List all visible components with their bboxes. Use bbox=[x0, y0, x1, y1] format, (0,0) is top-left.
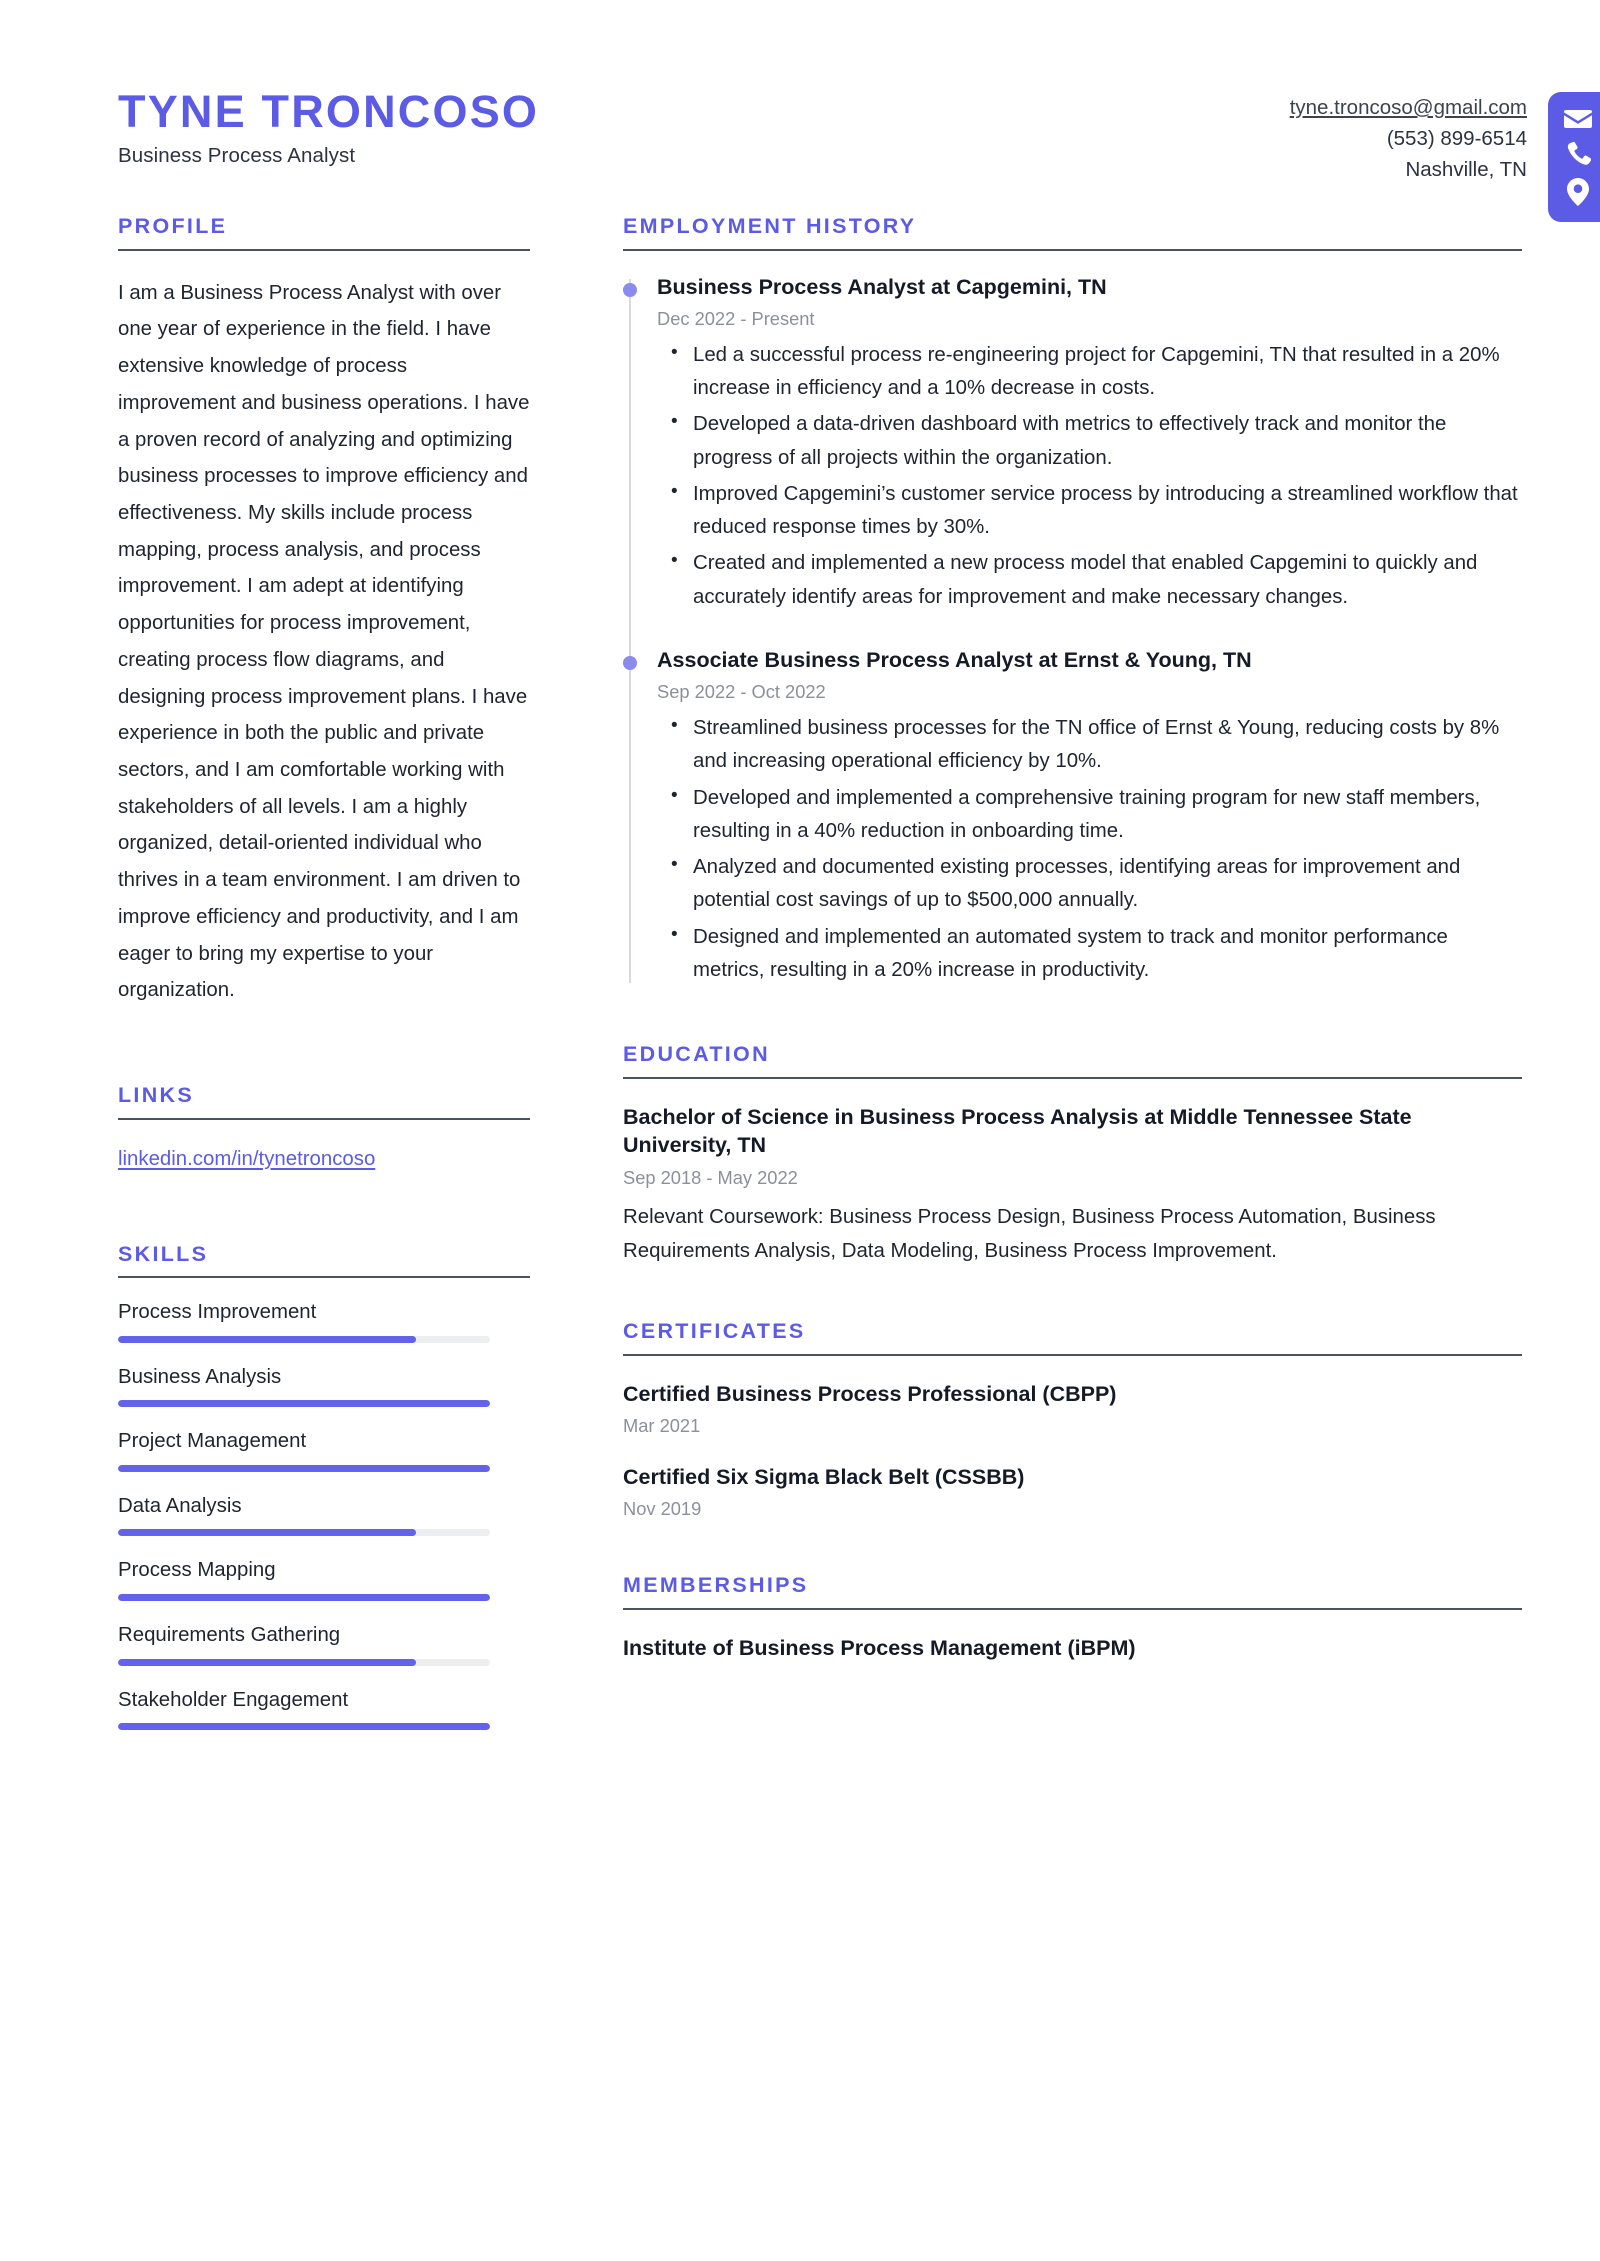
skill-level-track bbox=[118, 1594, 490, 1601]
contact-location: Nashville, TN bbox=[1405, 158, 1527, 182]
skill-level-track bbox=[118, 1400, 490, 1407]
skill-label: Process Improvement bbox=[118, 1301, 317, 1324]
employment-bullet: • Improved Capgemini’s customer service process by introducing a streamlined workflow that reduced response times by 30%. bbox=[693, 478, 1522, 545]
link-item-linkedin[interactable]: linkedin.com/in/tynetroncoso bbox=[118, 1147, 376, 1170]
memberships-list bbox=[623, 1634, 1522, 1663]
section-skills bbox=[118, 1243, 530, 1730]
timeline-dot-icon bbox=[623, 656, 637, 670]
skill-label: Requirements Gathering bbox=[118, 1624, 341, 1647]
section-divider bbox=[623, 1608, 1522, 1610]
section-divider bbox=[623, 1354, 1522, 1356]
skill-level-fill bbox=[118, 1659, 416, 1666]
contact-phone: (553) 899-6514 bbox=[1386, 127, 1527, 151]
employment-entry bbox=[623, 646, 1522, 991]
contact-icon-rail bbox=[1548, 92, 1600, 222]
section-heading-memberships: MEMBERSHIPS bbox=[623, 1573, 809, 1598]
employment-bullet: • Developed and implemented a comprehensive training program for new staff members, resulting in a 40% reduction in onboarding time. bbox=[693, 782, 1522, 849]
section-links bbox=[118, 1084, 530, 1171]
employment-entry bbox=[623, 273, 1522, 618]
skill-row bbox=[118, 1557, 530, 1601]
contact-email[interactable]: tyne.troncoso@gmail.com bbox=[1289, 96, 1527, 119]
job-title-subtitle: Business Process Analyst bbox=[118, 144, 356, 168]
skill-level-track bbox=[118, 1659, 490, 1666]
skill-level-fill bbox=[118, 1594, 490, 1601]
section-heading-certificates: CERTIFICATES bbox=[623, 1318, 806, 1343]
contact-block bbox=[1290, 68, 1600, 222]
certificate-entry bbox=[623, 1463, 1522, 1522]
section-employment-history bbox=[623, 215, 1522, 991]
skills-list bbox=[118, 1299, 530, 1730]
section-certificates bbox=[623, 1320, 1522, 1522]
education-title: Bachelor of Science in Business Process Analysis at Middle Tennessee State University, TN bbox=[623, 1104, 1412, 1158]
skill-row bbox=[118, 1364, 530, 1408]
main-column bbox=[530, 215, 1600, 1662]
employment-date-range: Dec 2022 - Present bbox=[657, 308, 815, 330]
sidebar-column bbox=[118, 215, 530, 1730]
skill-level-fill bbox=[118, 1723, 490, 1730]
membership-entry bbox=[623, 1634, 1522, 1663]
employment-bullet-list bbox=[657, 712, 1522, 987]
skill-row bbox=[118, 1622, 530, 1666]
identity-block bbox=[118, 68, 539, 168]
employment-timeline bbox=[623, 273, 1522, 991]
membership-title: Institute of Business Process Management (iBPM) bbox=[623, 1635, 1136, 1660]
section-divider bbox=[118, 249, 530, 251]
skill-row bbox=[118, 1493, 530, 1537]
section-divider bbox=[118, 1276, 530, 1278]
section-memberships bbox=[623, 1574, 1522, 1662]
page-title: TYNE TRONCOSO bbox=[118, 86, 540, 137]
employment-title: Associate Business Process Analyst at Ernst & Young, TN bbox=[657, 647, 1252, 672]
skill-row bbox=[118, 1428, 530, 1472]
employment-bullet: • Designed and implemented an automated system to track and monitor performance metrics, resulting in a 20% increase in productivity. bbox=[693, 921, 1522, 988]
skill-label: Stakeholder Engagement bbox=[118, 1688, 349, 1711]
employment-bullet-list bbox=[657, 339, 1522, 614]
certificate-title: Certified Business Process Professional (CBPP) bbox=[623, 1381, 1117, 1406]
skill-level-track bbox=[118, 1529, 490, 1536]
section-heading-employment: EMPLOYMENT HISTORY bbox=[623, 214, 917, 238]
education-list bbox=[623, 1103, 1522, 1268]
certificate-date: Mar 2021 bbox=[623, 1415, 701, 1437]
section-profile bbox=[118, 215, 530, 1009]
certificate-entry bbox=[623, 1380, 1522, 1439]
skill-label: Project Management bbox=[118, 1430, 307, 1453]
skill-label: Process Mapping bbox=[118, 1559, 276, 1582]
employment-title: Business Process Analyst at Capgemini, TN bbox=[657, 274, 1107, 299]
education-entry bbox=[623, 1103, 1522, 1268]
skill-row bbox=[118, 1299, 530, 1343]
skill-row bbox=[118, 1687, 530, 1731]
timeline-dot-icon bbox=[623, 283, 637, 297]
section-heading-links: LINKS bbox=[118, 1083, 194, 1108]
resume-header bbox=[0, 0, 1600, 215]
education-description: Relevant Coursework: Business Process Design, Business Process Automation, Business Requirements Analysis, Data Modeling, Business Process Improvement. bbox=[623, 1206, 1436, 1262]
employment-date-range: Sep 2022 - Oct 2022 bbox=[657, 681, 826, 703]
education-date: Sep 2018 - May 2022 bbox=[623, 1166, 798, 1188]
section-divider bbox=[623, 249, 1522, 251]
skill-level-track bbox=[118, 1723, 490, 1730]
skill-label: Data Analysis bbox=[118, 1494, 242, 1517]
skill-level-fill bbox=[118, 1465, 490, 1472]
section-heading-profile: PROFILE bbox=[118, 214, 228, 238]
section-heading-skills: SKILLS bbox=[118, 1241, 209, 1266]
certificates-list bbox=[623, 1380, 1522, 1522]
phone-icon bbox=[1565, 141, 1591, 167]
skill-level-track bbox=[118, 1465, 490, 1472]
section-divider bbox=[118, 1118, 530, 1120]
employment-bullet: • Led a successful process re-engineering project for Capgemini, TN that resulted in a 20% increase in efficiency and a 10% decrease in costs. bbox=[693, 339, 1522, 406]
employment-bullet: • Streamlined business processes for the TN office of Ernst & Young, reducing costs by 8% and increasing operational efficiency by 10%. bbox=[693, 712, 1522, 779]
skill-level-fill bbox=[118, 1529, 416, 1536]
employment-bullet: • Developed a data-driven dashboard with metrics to effectively track and monitor the progress of all projects within the organization. bbox=[693, 408, 1522, 475]
location-pin-icon bbox=[1567, 178, 1589, 206]
skill-level-fill bbox=[118, 1336, 416, 1343]
skill-label: Business Analysis bbox=[118, 1365, 282, 1388]
employment-bullet: • Analyzed and documented existing processes, identifying areas for improvement and potential cost savings of up to $500,000 annually. bbox=[693, 851, 1522, 918]
skill-level-track bbox=[118, 1336, 490, 1343]
certificate-title: Certified Six Sigma Black Belt (CSSBB) bbox=[623, 1464, 1025, 1489]
employment-bullet: • Created and implemented a new process model that enabled Capgemini to quickly and accurately identify areas for improvement and make necessary changes. bbox=[693, 547, 1522, 614]
section-education bbox=[623, 1043, 1522, 1268]
profile-summary-text: I am a Business Process Analyst with over one year of experience in the field. I have extensive knowledge of process improvement and business operations. I have a proven record of analyzing and optimizing business processes to improve efficiency and effectiveness. My skills include process mapping, process analysis, and process improvement. I am adept at identifying opportunities for process improvement, creating process flow diagrams, and designing process improvement plans. I have experience in both the public and private sectors, and I am comfortable working with stakeholders of all levels. I am a highly organized, detail-oriented individual who thrives in a team environment. I am driven to improve efficiency and productivity, and I am eager to bring my expertise to your organization. bbox=[118, 281, 530, 1002]
certificate-date: Nov 2019 bbox=[623, 1498, 702, 1520]
skill-level-fill bbox=[118, 1400, 490, 1407]
resume-body bbox=[0, 215, 1600, 1730]
section-heading-education: EDUCATION bbox=[623, 1042, 770, 1067]
section-divider bbox=[623, 1077, 1522, 1079]
envelope-icon bbox=[1564, 108, 1592, 130]
